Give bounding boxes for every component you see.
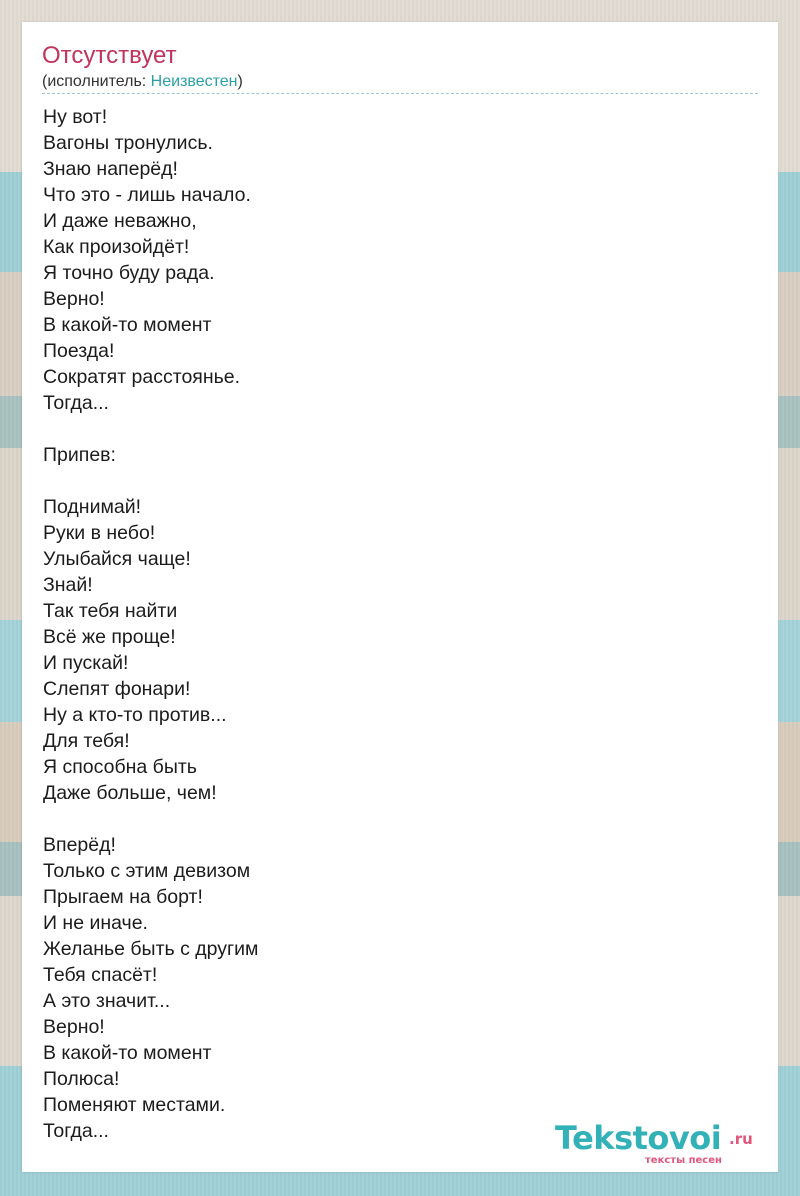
lyric-line: Улыбайся чаще! bbox=[43, 548, 191, 570]
lyric-line: Только с этим девизом bbox=[43, 860, 251, 882]
lyric-line bbox=[43, 806, 258, 832]
lyric-line: Прыгаем на борт! bbox=[43, 886, 203, 908]
lyric-line: И даже неважно, bbox=[43, 210, 197, 232]
lyric-line: Сократят расстоянье. bbox=[43, 366, 241, 388]
lyrics-text bbox=[43, 104, 258, 1144]
lyric-line: Вагоны тронулись. bbox=[43, 132, 213, 154]
lyric-line: Поезда! bbox=[43, 340, 115, 362]
lyric-line bbox=[43, 416, 258, 442]
lyric-line: Что это - лишь начало. bbox=[43, 184, 251, 206]
artist-prefix: (исполнитель: bbox=[42, 73, 151, 90]
lyric-line: Верно! bbox=[43, 1016, 105, 1038]
lyric-line: А это значит... bbox=[43, 990, 171, 1012]
lyric-line: Я точно буду рада. bbox=[43, 262, 215, 284]
song-title: Отсутствует bbox=[42, 42, 177, 69]
lyrics-card bbox=[22, 22, 778, 1172]
lyric-line: Тогда... bbox=[43, 1120, 109, 1142]
lyric-line: Всё же проще! bbox=[43, 626, 176, 648]
logo-tld: .ru bbox=[729, 1130, 753, 1148]
lyric-line: Слепят фонари! bbox=[43, 678, 191, 700]
artist-suffix: ) bbox=[237, 73, 243, 90]
lyric-line: Ну вот! bbox=[43, 106, 108, 128]
lyric-line: Как произойдёт! bbox=[43, 236, 190, 258]
lyric-line: И не иначе. bbox=[43, 912, 148, 934]
artist-link[interactable]: Неизвестен bbox=[150, 73, 238, 90]
site-logo[interactable] bbox=[555, 1118, 770, 1168]
lyric-line: Верно! bbox=[43, 288, 105, 310]
lyric-line: Вперёд! bbox=[43, 834, 116, 856]
lyric-line: Желанье быть с другим bbox=[43, 938, 259, 960]
lyric-line bbox=[43, 468, 258, 494]
lyric-line: Знай! bbox=[43, 574, 93, 596]
lyric-line: Даже больше, чем! bbox=[43, 782, 217, 804]
lyric-line: Тебя спасёт! bbox=[43, 964, 158, 986]
logo-tagline: тексты песен bbox=[645, 1155, 722, 1166]
title-separator bbox=[42, 93, 758, 94]
logo-wordmark: Tekstovoi bbox=[555, 1119, 722, 1157]
lyric-line: Поднимай! bbox=[43, 496, 142, 518]
lyric-line: Знаю наперёд! bbox=[43, 158, 178, 180]
lyric-line: Ну а кто-то против... bbox=[43, 704, 227, 726]
lyric-line: Тогда... bbox=[43, 392, 109, 414]
lyric-line: И пускай! bbox=[43, 652, 129, 674]
lyric-line: Так тебя найти bbox=[43, 600, 178, 622]
lyric-line: Полюса! bbox=[43, 1068, 120, 1090]
artist-line bbox=[42, 72, 243, 92]
lyric-line: В какой-то момент bbox=[43, 1042, 212, 1064]
lyric-line: Я способна быть bbox=[43, 756, 197, 778]
lyric-line: В какой-то момент bbox=[43, 314, 212, 336]
lyric-line: Припев: bbox=[43, 444, 116, 466]
lyric-line: Для тебя! bbox=[43, 730, 130, 752]
lyric-line: Поменяют местами. bbox=[43, 1094, 226, 1116]
lyric-line: Руки в небо! bbox=[43, 522, 156, 544]
